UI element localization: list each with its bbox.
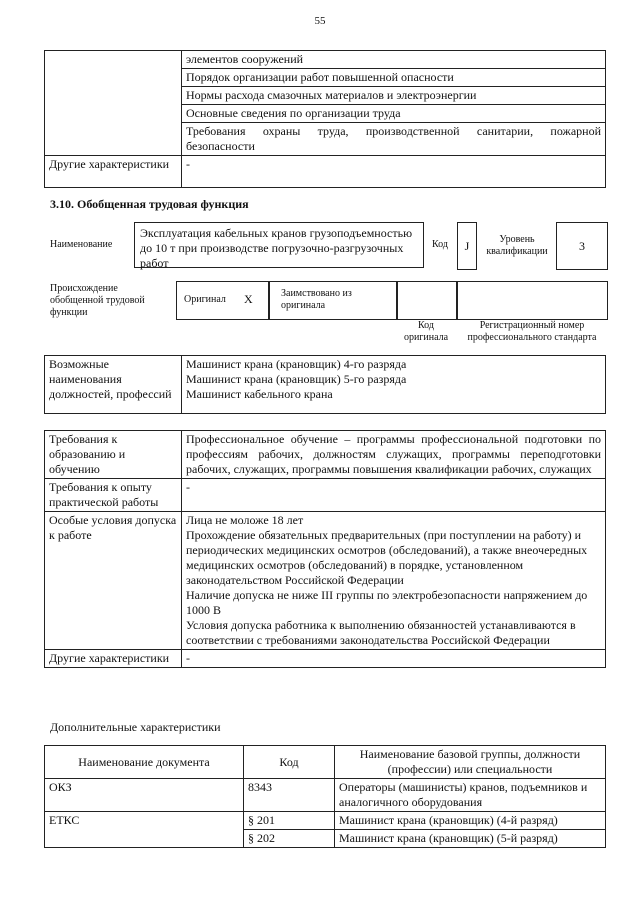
reg-number-box — [456, 281, 608, 320]
page-number: 55 — [314, 15, 326, 27]
code-value: J — [464, 239, 470, 253]
knowledge-item: элементов сооружений — [182, 51, 606, 69]
other-label: Другие характеристики — [45, 650, 182, 668]
code-cell: § 201 — [244, 812, 335, 830]
empty-label-cell — [45, 51, 182, 156]
level-value-box — [556, 222, 608, 270]
education-label: Требования к образованию и обучению — [45, 431, 182, 479]
name-label: Наименование — [50, 239, 113, 250]
admission-item: Наличие допуска не ниже III группы по электробезопасности напряжением до 1000 В — [186, 588, 588, 617]
knowledge-item: Порядок организации работ повышенной опасности — [182, 69, 606, 87]
header-document: Наименование документа — [45, 746, 244, 779]
position-item: Машинист крана (крановщик) 4-го разряда — [186, 357, 407, 371]
position-item: Машинист кабельного крана — [186, 387, 333, 401]
original-mark: X — [244, 292, 253, 306]
additional-table — [44, 745, 606, 848]
education-value: Профессиональное обучение – программы профессиональной подготовки по профессиям рабочих, должностям служащих, программы переподготовки рабочих, служащих, программы повышения квалификации рабочих, служащих — [182, 431, 606, 479]
function-name-value: Эксплуатация кабельных кранов грузоподъемностью до 10 т при производстве погрузочно-разгрузочных работ — [140, 226, 413, 270]
borrowed-label: Заимствовано из оригинала — [281, 288, 352, 311]
knowledge-item: Основные сведения по организации труда — [182, 105, 606, 123]
group-cell: Операторы (машинисты) кранов, подъемников и аналогичного оборудования — [335, 779, 606, 812]
doc-cell: ОКЗ — [45, 779, 244, 812]
positions-label: Возможные наименования должностей, профессий — [45, 356, 182, 414]
code-value-box — [457, 222, 477, 270]
original-label: Оригинал — [184, 294, 226, 305]
admission-item: Прохождение обязательных предварительных (при поступлении на работу) и периодических медицинских осмотров (обследований), а также внеочередных медицинских осмотров (обследований) в порядке, установленном законодательством Российской Федерации — [186, 528, 588, 587]
position-item: Машинист крана (крановщик) 5-го разряда — [186, 372, 407, 386]
admission-item: Условия допуска работника к выполнению обязанностей устанавливаются в соответствии с требованиями законодательства Российской Федерации — [186, 618, 576, 647]
section-title: 3.10. Обобщенная трудовая функция — [50, 197, 249, 211]
other-value: - — [182, 650, 606, 668]
positions-table — [44, 355, 606, 414]
knowledge-item: Нормы расхода смазочных материалов и электроэнергии — [182, 87, 606, 105]
admission-item: Лица не моложе 18 лет — [186, 513, 304, 527]
origin-label: Происхождение обобщенной трудовой функции — [50, 283, 145, 318]
group-cell: Машинист крана (крановщик) (4-й разряд) — [335, 812, 606, 830]
code-cell: § 202 — [244, 830, 335, 848]
requirements-table — [44, 430, 606, 668]
other-characteristics-label: Другие характеристики — [45, 156, 182, 188]
level-value: 3 — [579, 239, 585, 253]
group-cell: Машинист крана (крановщик) (5-й разряд) — [335, 830, 606, 848]
admission-label: Особые условия допуска к работе — [45, 512, 182, 650]
experience-value: - — [182, 479, 606, 512]
experience-label: Требования к опыту практической работы — [45, 479, 182, 512]
doc-cell: ЕТКС — [45, 812, 244, 848]
borrowed-box — [268, 281, 398, 320]
code-cell: 8343 — [244, 779, 335, 812]
code-original-caption: Код оригинала — [403, 320, 449, 343]
header-group: Наименование базовой группы, должности (профессии) или специальности — [335, 746, 606, 779]
knowledge-item: Требования охраны труда, производственной санитарии, пожарной безопасности — [182, 123, 606, 156]
additional-title: Дополнительные характеристики — [50, 720, 221, 734]
code-label: Код — [432, 239, 448, 250]
positions-values — [182, 356, 606, 414]
other-characteristics-value: - — [182, 156, 606, 188]
admission-values — [182, 512, 606, 650]
top-knowledge-table — [44, 50, 606, 188]
code-original-box — [396, 281, 458, 320]
function-name-box — [134, 222, 424, 268]
reg-number-caption: Регистрационный номер профессионального стандарта — [467, 320, 597, 343]
level-label: Уровень квалификации — [486, 234, 548, 257]
original-box — [176, 281, 270, 320]
header-code: Код — [244, 746, 335, 779]
